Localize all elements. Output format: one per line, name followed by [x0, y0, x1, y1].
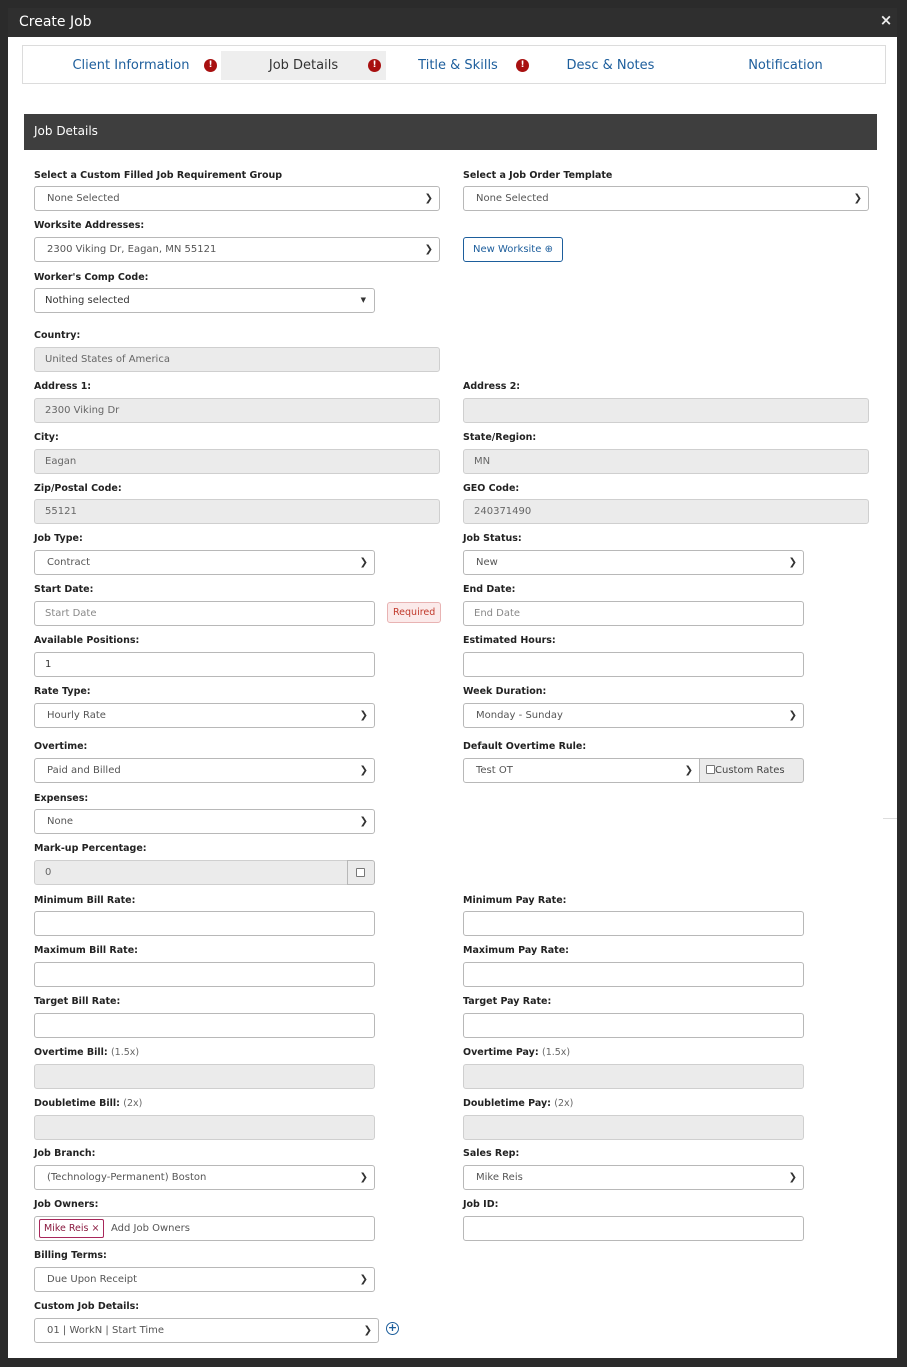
owners-tag-input[interactable] [34, 1216, 375, 1241]
chevron-down-icon: ❯ [853, 193, 862, 204]
state-label: State/Region: [463, 432, 537, 443]
positions-label: Available Positions: [34, 635, 140, 646]
select-value: New [476, 557, 498, 568]
week-duration-label: Week Duration: [463, 686, 547, 697]
est-hours-label: Estimated Hours: [463, 635, 556, 646]
end-date-label: End Date: [463, 584, 516, 595]
overtime-label: Overtime: [34, 741, 88, 752]
error-badge-icon: ! [368, 59, 381, 72]
owners-label: Job Owners: [34, 1199, 99, 1210]
dt-bill-label [34, 1098, 142, 1109]
select-value: Test OT [476, 765, 513, 776]
week-duration-select[interactable] [463, 703, 804, 728]
start-date-input[interactable]: Start Date [34, 601, 375, 626]
select-value: Paid and Billed [47, 765, 121, 776]
dt-pay-field [463, 1115, 804, 1140]
label-sub: (1.5x) [110, 1047, 140, 1058]
tab-label: Job Details [268, 58, 339, 73]
label-text: Overtime Bill: [34, 1047, 108, 1058]
address1-field: 2300 Viking Dr [34, 398, 440, 423]
job-type-label: Job Type: [34, 533, 83, 544]
billing-terms-label: Billing Terms: [34, 1250, 107, 1261]
select-value: Monday - Sunday [476, 710, 563, 721]
custom-rates-label: Custom Rates [715, 765, 785, 776]
dt-pay-label [463, 1098, 573, 1109]
tab-label: Notification [748, 58, 823, 73]
worksite-select[interactable] [34, 237, 440, 262]
address2-label: Address 2: [463, 381, 521, 392]
geo-field: 240371490 [463, 499, 869, 524]
owners-placeholder: Add Job Owners [111, 1223, 190, 1234]
target-bill-input[interactable] [34, 1013, 375, 1038]
tab-label: Client Information [72, 58, 190, 73]
label-text: Doubletime Bill: [34, 1098, 120, 1109]
comp-code-select[interactable] [34, 288, 375, 313]
city-field: Eagan [34, 449, 440, 474]
custom-rates-addon[interactable] [699, 758, 804, 783]
new-worksite-button[interactable] [463, 237, 563, 262]
section-header [24, 114, 877, 150]
chevron-down-icon: ❯ [424, 193, 433, 204]
branch-select[interactable] [34, 1165, 375, 1190]
tab-desc-notes[interactable] [553, 51, 668, 80]
sales-rep-select[interactable] [463, 1165, 804, 1190]
expenses-select[interactable] [34, 809, 375, 834]
zip-field: 55121 [34, 499, 440, 524]
owner-chip [39, 1219, 104, 1238]
job-id-input[interactable] [463, 1216, 804, 1241]
modal-title: Create Job [19, 14, 92, 30]
tab-notification[interactable] [728, 51, 843, 80]
chevron-down-icon: ❯ [359, 816, 368, 827]
tab-client-information[interactable] [46, 51, 216, 80]
state-field: MN [463, 449, 869, 474]
chevron-down-icon: ❯ [359, 765, 368, 776]
chevron-down-icon: ❯ [359, 710, 368, 721]
section-title: Job Details [34, 124, 98, 138]
label-text: Overtime Pay: [463, 1047, 539, 1058]
plus-circle-icon: ⊕ [544, 244, 553, 255]
start-date-label: Start Date: [34, 584, 94, 595]
min-pay-label: Minimum Pay Rate: [463, 895, 567, 906]
dt-bill-field [34, 1115, 375, 1140]
address1-label: Address 1: [34, 381, 92, 392]
button-label: New Worksite [473, 244, 542, 255]
markup-label: Mark-up Percentage: [34, 843, 147, 854]
select-value: None Selected [476, 193, 549, 204]
select-value: 01 | WorkN | Start Time [47, 1325, 165, 1336]
chevron-down-icon: ❯ [363, 1325, 372, 1336]
zip-label: Zip/Postal Code: [34, 483, 122, 494]
select-value: Hourly Rate [47, 710, 106, 721]
worksite-label: Worksite Addresses: [34, 220, 145, 231]
markup-checkbox-addon[interactable] [347, 860, 375, 885]
label-sub: (1.5x) [541, 1047, 571, 1058]
template-label: Select a Job Order Template [463, 170, 613, 181]
create-job-modal [8, 8, 897, 1358]
target-pay-input[interactable] [463, 1013, 804, 1038]
error-badge-icon: ! [204, 59, 217, 72]
ot-rule-label: Default Overtime Rule: [463, 741, 587, 752]
min-bill-input[interactable] [34, 911, 375, 936]
select-value: 2300 Viking Dr, Eagan, MN 55121 [47, 244, 217, 255]
add-custom-detail-plus-icon[interactable]: + [387, 1321, 398, 1334]
tab-title-skills[interactable] [403, 51, 513, 80]
target-bill-label: Target Bill Rate: [34, 996, 121, 1007]
custom-group-select[interactable] [34, 186, 440, 211]
ot-bill-field [34, 1064, 375, 1089]
ot-pay-field [463, 1064, 804, 1089]
select-value: Mike Reis [476, 1172, 523, 1183]
custom-details-label: Custom Job Details: [34, 1301, 140, 1312]
custom-group-label: Select a Custom Filled Job Requirement Group [34, 170, 283, 181]
chevron-down-icon: ❯ [359, 557, 368, 568]
template-select[interactable] [463, 186, 869, 211]
ot-bill-label [34, 1047, 139, 1058]
error-badge-icon: ! [516, 59, 529, 72]
job-id-label: Job ID: [463, 1199, 499, 1210]
tab-label: Desc & Notes [566, 58, 655, 73]
caret-down-icon: ▼ [360, 296, 366, 304]
country-field: United States of America [34, 347, 440, 372]
positions-input[interactable]: 1 [34, 652, 375, 677]
custom-details-select[interactable] [34, 1318, 379, 1343]
custom-rates-checkbox[interactable] [706, 765, 715, 774]
end-date-input[interactable]: End Date [463, 601, 804, 626]
close-icon[interactable]: × [879, 11, 893, 29]
markup-field: 0 [34, 860, 348, 885]
address2-field [463, 398, 869, 423]
city-label: City: [34, 432, 59, 443]
chevron-down-icon: ❯ [359, 1172, 368, 1183]
job-status-select[interactable] [463, 550, 804, 575]
tab-label: Title & Skills [418, 58, 498, 73]
chevron-down-icon: ❯ [684, 765, 693, 776]
expenses-label: Expenses: [34, 793, 89, 804]
rate-type-label: Rate Type: [34, 686, 91, 697]
comp-code-label: Worker's Comp Code: [34, 272, 149, 283]
chevron-down-icon: ❯ [359, 1274, 368, 1285]
select-value: None Selected [47, 193, 120, 204]
title-bar [8, 8, 897, 37]
select-value: Contract [47, 557, 91, 568]
select-value: (Technology-Permanent) Boston [47, 1172, 207, 1183]
sales-rep-label: Sales Rep: [463, 1148, 520, 1159]
select-value: Due Upon Receipt [47, 1274, 138, 1285]
target-pay-label: Target Pay Rate: [463, 996, 552, 1007]
est-hours-input[interactable] [463, 652, 804, 677]
min-bill-label: Minimum Bill Rate: [34, 895, 136, 906]
country-label: Country: [34, 330, 81, 341]
overtime-select[interactable] [34, 758, 375, 783]
max-bill-label: Maximum Bill Rate: [34, 945, 138, 956]
chevron-down-icon: ❯ [788, 557, 797, 568]
required-badge: Required [387, 602, 441, 623]
chip-remove-icon[interactable]: × [91, 1223, 100, 1234]
rate-type-select[interactable] [34, 703, 375, 728]
max-pay-label: Maximum Pay Rate: [463, 945, 569, 956]
select-value: Nothing selected [45, 295, 130, 306]
tab-job-details[interactable] [221, 51, 386, 80]
min-pay-input[interactable] [463, 911, 804, 936]
chevron-down-icon: ❯ [788, 1172, 797, 1183]
label-sub: (2x) [123, 1098, 143, 1109]
label-sub: (2x) [554, 1098, 574, 1109]
ot-rule-select[interactable] [463, 758, 700, 783]
divider [883, 818, 897, 819]
chevron-down-icon: ❯ [788, 710, 797, 721]
chip-label: Mike Reis [44, 1223, 89, 1234]
branch-label: Job Branch: [34, 1148, 96, 1159]
geo-label: GEO Code: [463, 483, 520, 494]
max-pay-input[interactable] [463, 962, 804, 987]
label-text: Doubletime Pay: [463, 1098, 551, 1109]
job-type-select[interactable] [34, 550, 375, 575]
max-bill-input[interactable] [34, 962, 375, 987]
markup-checkbox[interactable] [356, 868, 365, 877]
ot-pay-label [463, 1047, 570, 1058]
job-status-label: Job Status: [463, 533, 522, 544]
select-value: None [47, 816, 74, 827]
tab-strip [22, 45, 886, 84]
billing-terms-select[interactable] [34, 1267, 375, 1292]
chevron-down-icon: ❯ [424, 244, 433, 255]
